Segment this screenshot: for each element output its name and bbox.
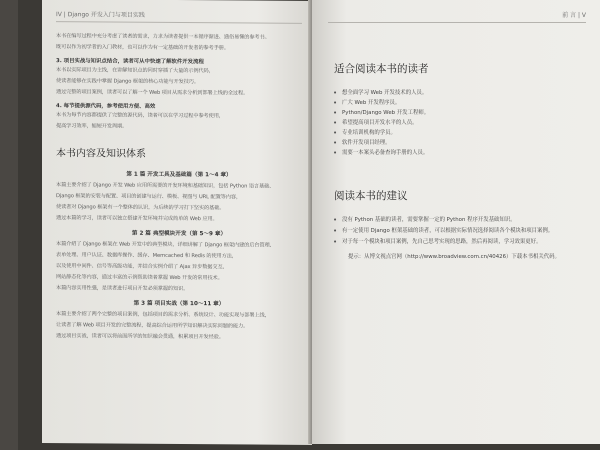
text-line: 提高学习效率，缩短开发周期。 bbox=[56, 123, 128, 130]
feature-title: 3. 项目实战与知识点结合，读者可从中快速了解软件开发流程 bbox=[56, 58, 204, 66]
list-item: • 有一定使用 Django 框架基础的读者，可以根据实际情况选择阅读各个模块和项目案例。 bbox=[342, 226, 586, 237]
feature-title: 4. 每节提供源代码，参考使用方便、高效 bbox=[56, 103, 156, 110]
section-title: 本书内容及知识体系 bbox=[56, 148, 146, 160]
left-page bbox=[42, 0, 312, 445]
list-item: • 想全面学习 Web 开发技术的人员。 bbox=[342, 88, 586, 98]
list-item: • Python/Django Web 开发工程师。 bbox=[342, 108, 586, 118]
right-page bbox=[312, 0, 600, 444]
open-book bbox=[18, 0, 600, 450]
text-line: 本书以实际项目为主线，在讲解知识点的同时穿插了大量的示例代码， bbox=[56, 67, 214, 75]
text-line: 本篇内容实用性强，是读者进行项目开发必须掌握的知识。 bbox=[56, 285, 189, 293]
list-item: • 没有 Python 基础的读者，需要掌握一定的 Python 程序开发基础知识。 bbox=[342, 215, 586, 226]
part-title: 第 3 篇 项目实战（第 10～11 章） bbox=[133, 300, 225, 308]
text-line: 通过本篇的学习，读者可以独立搭建开发环境并完成简单的 Web 应用。 bbox=[56, 215, 218, 223]
list-item: • 需要一本案头必备查询手册的人员。 bbox=[342, 148, 586, 158]
text-line: 本篇主要介绍了两个完整的项目案例，包括项目的需求分析、系统设计、功能实现与部署上线， bbox=[56, 311, 270, 319]
text-line: 以及使用中间件、信号等高级功能，并结合实例介绍了 Ajax 异步数据交互、 bbox=[56, 263, 228, 271]
audience-title: 适合阅读本书的读者 bbox=[334, 63, 429, 75]
left-running-head: IV | Django 开发入门与项目实践 bbox=[56, 9, 302, 24]
text-line: 使读者能够在实践中掌握 Django 框架的核心功能与开发技巧。 bbox=[56, 78, 199, 86]
list-item: • 对于每一个模块和项目案例，先自己思考实现的思路，然后再阅读，学习效果更好。 bbox=[342, 237, 586, 248]
part-body bbox=[56, 181, 302, 224]
text-line: 既可以作为初学者的入门教材，也可以作为有一定基础的开发者的参考手册。 bbox=[56, 44, 229, 52]
list-item: • 专业培训机构的学员。 bbox=[342, 128, 586, 138]
right-running-head: 前 言 | V bbox=[328, 10, 586, 23]
intro-paragraph bbox=[56, 32, 302, 53]
part-title: 第 1 篇 开发工具及基础篇（第 1～4 章） bbox=[126, 171, 232, 179]
advice-title: 阅读本书的建议 bbox=[334, 190, 408, 202]
text-line: 本书为每节内容都提供了完整的源代码，读者可以在学习过程中参考使用， bbox=[56, 112, 224, 120]
text-line: 本书在编写过程中充分考虑了读者的需求，力求为读者提供一本循序渐进、通俗易懂的参考书。 bbox=[56, 33, 270, 41]
download-note: 提示：从博文视点官网（http://www.broadview.com.cn/40426）下载本书相关代码。 bbox=[348, 254, 560, 260]
part-body bbox=[56, 240, 302, 294]
audience-list bbox=[328, 88, 586, 158]
text-line: 表单处理、用户认证、数据库操作、缓存、Memcached 和 Redis 的使用方法， bbox=[56, 252, 237, 260]
text-line: 让读者了解 Web 项目开发的完整流程，提高综合运用所学知识解决实际问题的能力。 bbox=[56, 322, 249, 330]
part-body bbox=[56, 310, 302, 342]
text-line: 通过完整的项目案例，读者可以了解一个 Web 项目从需求分析到部署上线的全过程。 bbox=[56, 89, 249, 97]
text-line: Django 框架的安装与配置、项目的创建与运行、模板、视图与 URL 配置等内容， bbox=[56, 193, 242, 201]
text-line: 本篇介绍了 Django 框架在 Web 开发中的典型模块，详细讲解了 Django 框架内建的后台管理、 bbox=[56, 241, 275, 249]
feature-body bbox=[56, 66, 302, 98]
text-line: 网站静态化等内容，通过丰富的示例帮助读者掌握 Web 开发的常用技术。 bbox=[56, 274, 223, 282]
text-line: 使读者对 Django 框架有一个整体的认识，为后续的学习打下坚实的基础。 bbox=[56, 204, 225, 212]
feature-body bbox=[56, 111, 302, 132]
list-item: • 软件开发项目经理。 bbox=[342, 138, 586, 148]
part-title: 第 2 篇 典型模块开发（第 5～9 章） bbox=[131, 230, 227, 238]
list-item: • 广大 Web 开发程序员。 bbox=[342, 98, 586, 108]
list-item: • 希望提高项目开发水平的人员。 bbox=[342, 118, 586, 128]
text-line: 通过项目实战，读者可以将前面所学的知识融会贯通，积累项目开发经验。 bbox=[56, 333, 224, 341]
text-line: 本篇主要介绍了 Django 开发 Web 应用所需要的开发环境和基础知识，包括 Python 语言基础、 bbox=[56, 182, 275, 190]
advice-list bbox=[328, 215, 586, 248]
